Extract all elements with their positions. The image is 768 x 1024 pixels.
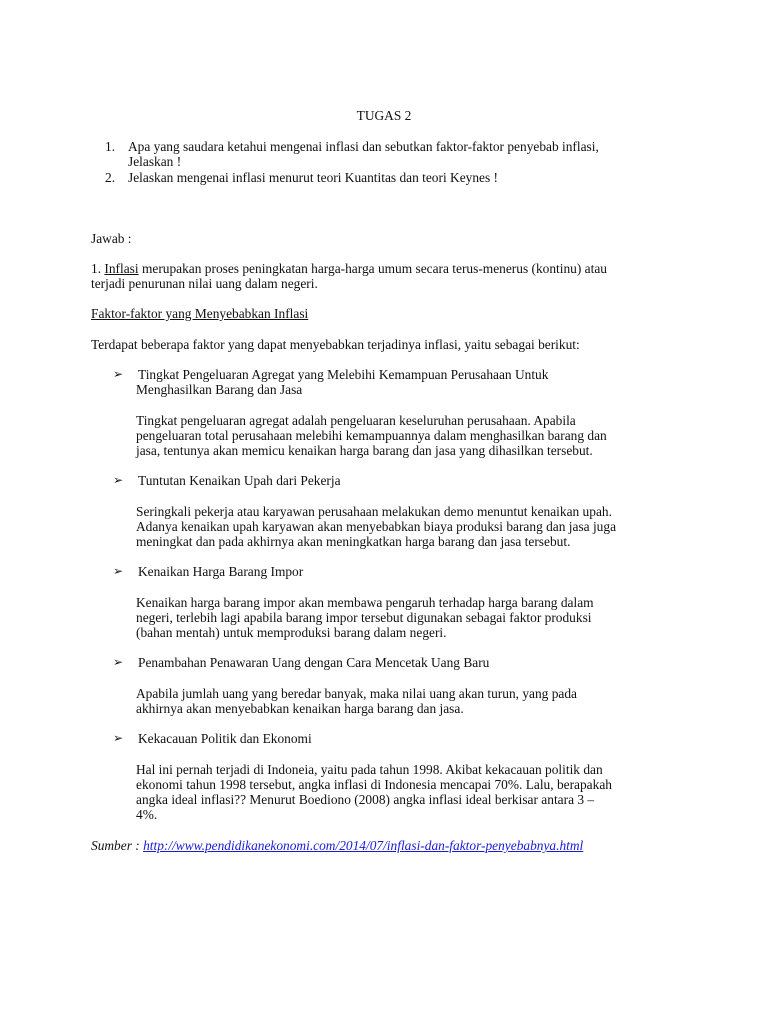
factor-desc-line: Tingkat pengeluaran agregat adalah pengeluaran keseluruhan perusahaan. Apabila — [136, 413, 576, 428]
factor-desc-line: Adanya kenaikan upah karyawan akan menyebabkan biaya produksi barang dan jasa juga — [136, 519, 617, 534]
question-line: Apa yang saudara ketahui mengenai inflasi dan sebutkan faktor-faktor penyebab inflasi, — [128, 139, 599, 154]
factor-title-line: Kenaikan Harga Barang Impor — [138, 564, 304, 579]
answer-paragraph-line: terjadi penurunan nilai uang dalam negeri. — [91, 276, 318, 291]
question-number: 1. — [105, 139, 116, 154]
factor-desc-line: Hal ini pernah terjadi di Indoneia, yaitu pada tahun 1998. Akibat kekacauan politik dan — [136, 762, 603, 777]
question-line: Jelaskan ! — [128, 154, 182, 169]
factor-title-line: Kekacauan Politik dan Ekonomi — [138, 731, 312, 746]
factors-heading: Faktor-faktor yang Menyebabkan Inflasi — [91, 306, 309, 321]
arrow-bullet-icon: ➢ — [113, 655, 124, 669]
factor-desc-line: ekonomi tahun 1998 tersebut, angka inflasi di Indonesia mencapai 70%. Lalu, berapakah — [136, 777, 612, 792]
inflasi-term: Inflasi — [104, 261, 139, 276]
question-number: 2. — [105, 170, 116, 185]
factors-intro: Terdapat beberapa faktor yang dapat menyebabkan terjadinya inflasi, yaitu sebagai berikut: — [91, 337, 580, 352]
answer-prefix: 1. — [91, 261, 105, 276]
document-title: TUGAS 2 — [356, 108, 412, 123]
answer-paragraph-line — [91, 261, 607, 276]
arrow-bullet-icon: ➢ — [113, 564, 124, 578]
factor-title-line: Penambahan Penawaran Uang dengan Cara Mencetak Uang Baru — [138, 655, 490, 670]
source-line — [91, 838, 583, 853]
arrow-bullet-icon: ➢ — [113, 473, 124, 487]
answer-label: Jawab : — [91, 231, 132, 246]
factor-desc-line: negeri, terlebih lagi apabila barang impor tersebut digunakan sebagai faktor produksi — [136, 610, 592, 625]
source-label: Sumber : — [91, 838, 144, 853]
factor-desc-line: Seringkali pekerja atau karyawan perusahaan melakukan demo menuntut kenaikan upah. — [136, 504, 612, 519]
factor-desc-line: 4%. — [136, 807, 158, 822]
factor-title-line: Tuntutan Kenaikan Upah dari Pekerja — [138, 473, 341, 488]
factor-desc-line: akhirnya akan menyebabkan kenaikan harga barang dan jasa. — [136, 701, 464, 716]
factor-title-line: Tingkat Pengeluaran Agregat yang Melebihi Kemampuan Perusahaan Untuk — [138, 367, 549, 382]
factor-desc-line: Apabila jumlah uang yang beredar banyak, maka nilai uang akan turun, yang pada — [136, 686, 577, 701]
factor-desc-line: pengeluaran total perusahaan melebihi kemampuannya dalam menghasilkan barang dan — [136, 428, 607, 443]
question-line: Jelaskan mengenai inflasi menurut teori Kuantitas dan teori Keynes ! — [128, 170, 498, 185]
answer-text: merupakan proses peningkatan harga-harga umum secara terus-menerus (kontinu) atau — [138, 261, 607, 276]
factor-desc-line: (bahan mentah) untuk memproduksi barang dalam negeri. — [136, 625, 447, 640]
factor-title-line: Menghasilkan Barang dan Jasa — [136, 382, 303, 397]
arrow-bullet-icon: ➢ — [113, 367, 124, 381]
arrow-bullet-icon: ➢ — [113, 731, 124, 745]
factor-desc-line: Kenaikan harga barang impor akan membawa pengaruh terhadap harga barang dalam — [136, 595, 594, 610]
factor-desc-line: meningkat dan pada akhirnya akan meningkatkan harga barang dan jasa tersebut. — [136, 534, 571, 549]
factor-desc-line: angka ideal inflasi?? Menurut Boediono (2008) angka inflasi ideal berkisar antara 3 – — [136, 792, 595, 807]
factor-desc-line: jasa, tentunya akan memicu kenaikan harga barang dan jasa yang dihasilkan tersebut. — [136, 443, 593, 458]
source-link[interactable]: http://www.pendidikanekonomi.com/2014/07/inflasi-dan-faktor-penyebabnya.html — [143, 838, 584, 853]
